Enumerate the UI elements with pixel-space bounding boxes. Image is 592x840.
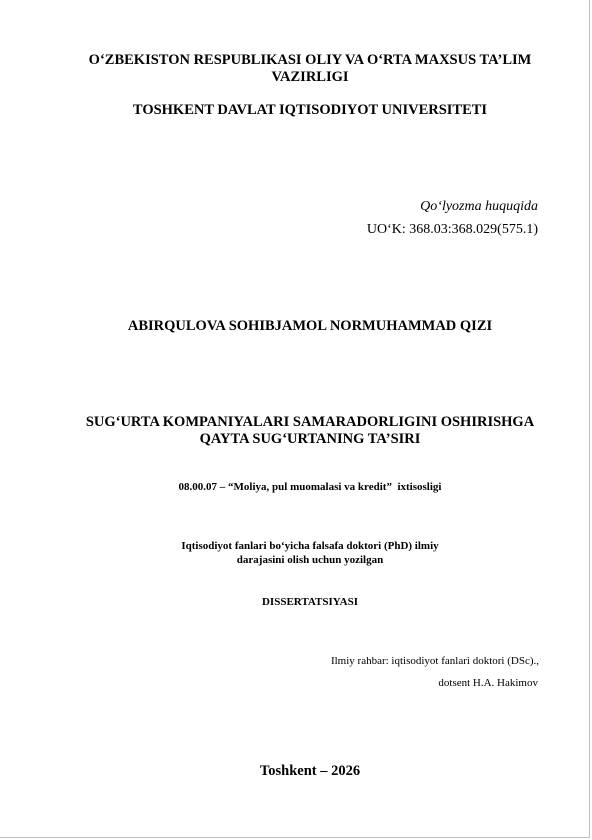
advisor-line-2: dotsent H.A. Hakimov (438, 677, 538, 689)
ministry-line-2: VAZIRLIGI (271, 69, 349, 85)
dissertation-topic (60, 414, 560, 448)
document-type: DISSERTATSIYASI (261, 596, 358, 608)
topic-line-2: QAYTA SUG‘URTANING TA’SIRI (199, 431, 421, 447)
university-name: TOSHKENT DAVLAT IQTISODIYOT UNIVERSITETI (132, 102, 488, 118)
advisor-line-1: Ilmiy rahbar: iqtisodiyot fanlari doktori (DSc)., (330, 655, 539, 667)
author-name: ABIRQULOVA SOHIBJAMOL NORMUHAMMAD QIZI (127, 318, 493, 334)
udc-code: UO‘K: 368.03:368.029(575.1) (366, 222, 538, 237)
ministry-heading (60, 52, 560, 86)
ministry-line-1: O‘ZBEKISTON RESPUBLIKASI OLIY VA O‘RTA MAXSUS TA’LIM (88, 52, 532, 68)
degree-line-1: Iqtisodiyot fanlari bo‘yicha falsafa doktori (PhD) ilmiy (181, 540, 439, 552)
specialty-code: 08.00.07 – “Moliya, pul muomalasi va kredit” ixtisosligi (178, 481, 442, 493)
degree-statement (60, 539, 560, 567)
city-year: Toshkent – 2026 (259, 763, 361, 779)
topic-line-1: SUG‘URTA KOMPANIYALARI SAMARADORLIGINI OSHIRISHGA (85, 414, 535, 430)
degree-line-2: darajasini olish uchun yozilgan (236, 554, 384, 566)
manuscript-rights-note: Qo‘lyozma huquqida (420, 199, 538, 214)
